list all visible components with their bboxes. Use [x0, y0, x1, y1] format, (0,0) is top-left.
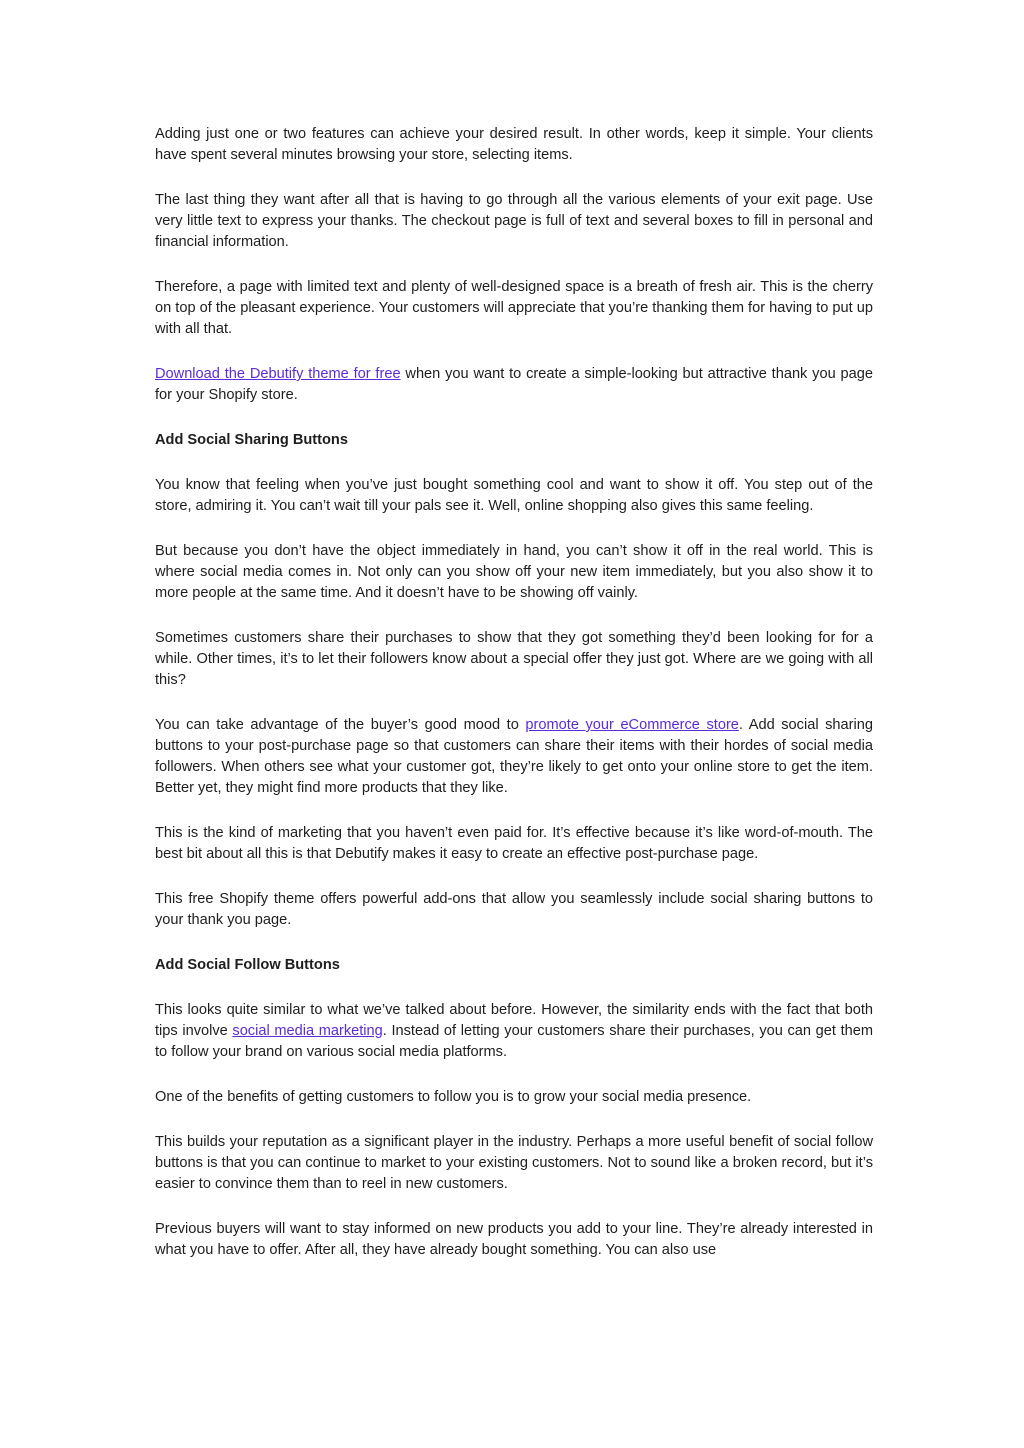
paragraph-text: You can take advantage of the buyer’s good mood to: [155, 717, 526, 733]
paragraph-with-link: [155, 715, 873, 799]
document-page: [155, 124, 873, 1285]
paragraph: But because you don’t have the object immediately in hand, you can’t show it off in the real world. This is where social media comes in. Not only can you show off your new item immediately, but you also show it to more people at the same time. And it doesn’t have to be showing off vainly.: [155, 543, 873, 601]
paragraph: One of the benefits of getting customers to follow you is to grow your social media presence.: [155, 1089, 752, 1105]
paragraph-text: . Instead of letting your customers share their purchases, you can get them to follow your brand on various social media platforms.: [155, 1023, 874, 1060]
paragraph: This free Shopify theme offers powerful add-ons that allow you seamlessly include social sharing buttons to your thank you page.: [155, 891, 873, 928]
paragraph-text: when you want to create a simple-looking but attractive thank you page for your Shopify store.: [155, 366, 873, 403]
promote-ecommerce-store-link[interactable]: promote your eCommerce store: [525, 717, 739, 733]
paragraph-with-link: [155, 1000, 873, 1063]
paragraph: Adding just one or two features can achieve your desired result. In other words, keep it simple. Your clients have spent several minutes browsing your store, selecting items.: [155, 126, 873, 163]
paragraph: This builds your reputation as a significant player in the industry. Perhaps a more useful benefit of social follow buttons is that you can continue to market to your existing customers. Not to sound like a broken record, but it’s easier to convince them than to reel in new customers.: [155, 1134, 873, 1192]
section-heading: Add Social Sharing Buttons: [155, 432, 348, 448]
paragraph: Therefore, a page with limited text and plenty of well-designed space is a breath of fresh air. This is the cherry on top of the pleasant experience. Your customers will appreciate that you’re thanking them for having to put up with all that.: [155, 279, 873, 337]
download-debutify-link[interactable]: Download the Debutify theme for free: [155, 366, 401, 382]
paragraph: Sometimes customers share their purchases to show that they got something they’d been looking for for a while. Other times, it’s to let their followers know about a special offer they just got. Where are we going with all this?: [155, 630, 873, 688]
paragraph: You know that feeling when you’ve just bought something cool and want to show it off. You step out of the store, admiring it. You can’t wait till your pals see it. Well, online shopping also gives this same feeling.: [155, 477, 873, 514]
paragraph-with-link: [155, 364, 873, 406]
social-media-marketing-link[interactable]: social media marketing: [232, 1023, 383, 1039]
paragraph-text: . Add social sharing buttons to your post-purchase page so that customers can share their items with their hordes of social media followers. When others see what your customer got, they’re likely to get onto your online store to get the item. Better yet, they might find more products that they like.: [155, 717, 873, 796]
paragraph: Previous buyers will want to stay informed on new products you add to your line. They’re already interested in what you have to offer. After all, they have already bought something. You can also use: [155, 1221, 873, 1258]
paragraph: The last thing they want after all that is having to go through all the various elements of your exit page. Use very little text to express your thanks. The checkout page is full of text and several boxes to fill in personal and financial information.: [155, 192, 873, 250]
paragraph: This is the kind of marketing that you haven’t even paid for. It’s effective because it’s like word-of-mouth. The best bit about all this is that Debutify makes it easy to create an effective post-purchase page.: [155, 825, 873, 862]
section-heading: Add Social Follow Buttons: [155, 957, 340, 973]
paragraph-text: This looks quite similar to what we’ve talked about before. However, the similarity ends with the fact that both tips involve: [155, 1002, 873, 1039]
